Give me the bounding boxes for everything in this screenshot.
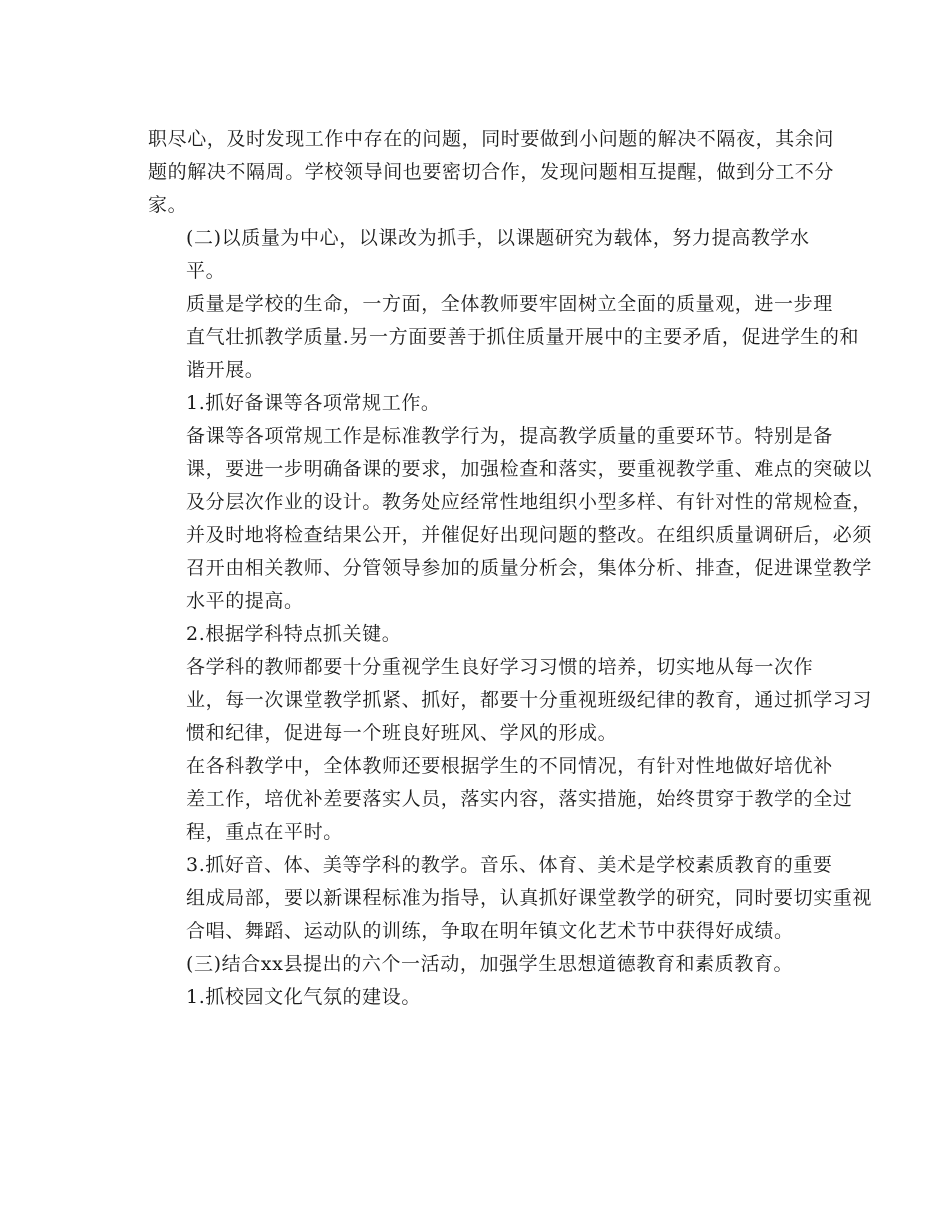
text-line: 业，每一次课堂教学抓紧、抓好，都要十分重视班级纪律的教育，通过抓学习习 bbox=[186, 689, 873, 711]
text-line: 各学科的教师都要十分重视学生良好学习习惯的培养，切实地从每一次作 bbox=[186, 656, 814, 678]
text-line: 直气壮抓教学质量.另一方面要善于抓住质量开展中的主要矛盾，促进学生的和 bbox=[186, 326, 860, 348]
text-line: 程，重点在平时。 bbox=[186, 821, 343, 843]
text-line: 平。 bbox=[186, 260, 226, 282]
item-heading-1 bbox=[148, 387, 800, 420]
paragraph-quality bbox=[148, 288, 860, 387]
text-line: 1.抓好备课等各项常规工作。 bbox=[186, 392, 441, 414]
text-line: 家。 bbox=[148, 194, 188, 216]
text-line: 课，要进一步明确备课的要求，加强检查和落实，要重视教学重、难点的突破以 bbox=[186, 458, 873, 480]
text-line: 及分层次作业的设计。教务处应经常性地组织小型多样、有针对性的常规检查， bbox=[186, 491, 873, 513]
text-line: 差工作，培优补差要落实人员，落实内容，落实措施，始终贯穿于教学的全过 bbox=[186, 788, 853, 810]
text-line: 惯和纪律，促进每一个班良好班风、学风的形成。 bbox=[186, 722, 618, 744]
text-line: 召开由相关教师、分管领导参加的质量分析会，集体分析、排查，促进课堂教学 bbox=[186, 557, 873, 579]
text-line: 题的解决不隔周。学校领导间也要密切合作，发现问题相互提醒，做到分工不分 bbox=[148, 161, 835, 183]
text-line: 职尽心，及时发现工作中存在的问题，同时要做到小问题的解决不隔夜，其余问 bbox=[148, 128, 835, 150]
item-heading-campus-culture bbox=[148, 981, 800, 1014]
document-body bbox=[148, 123, 873, 1014]
text-line: 并及时地将检查结果公开，并催促好出现问题的整改。在组织质量调研后，必须 bbox=[186, 524, 873, 546]
paragraph-continued bbox=[148, 123, 835, 222]
text-line: 水平的提高。 bbox=[186, 590, 304, 612]
text-line: 1.抓校园文化气氛的建设。 bbox=[186, 986, 421, 1008]
text-line: 质量是学校的生命，一方面，全体教师要牢固树立全面的质量观，进一步理 bbox=[186, 293, 833, 315]
text-line: (二)以质量为中心，以课改为抓手，以课题研究为载体，努力提高教学水 bbox=[186, 227, 810, 249]
text-line: 组成局部，要以新课程标准为指导，认真抓好课堂教学的研究，同时要切实重视 bbox=[186, 887, 873, 909]
text-line: 备课等各项常规工作是标准教学行为，提高教学质量的重要环节。特别是备 bbox=[186, 425, 833, 447]
text-line: 合唱、舞蹈、运动队的训练，争取在明年镇文化艺术节中获得好成绩。 bbox=[186, 920, 794, 942]
text-line: 谐开展。 bbox=[186, 359, 265, 381]
paragraph-lesson-prep bbox=[148, 420, 873, 618]
item-heading-2 bbox=[148, 618, 800, 651]
item-heading-3 bbox=[148, 849, 873, 948]
text-line: 在各科教学中，全体教师还要根据学生的不同情况，有针对性地做好培优补 bbox=[186, 755, 833, 777]
text-line: 3.抓好音、体、美等学科的教学。音乐、体育、美术是学校素质教育的重要 bbox=[186, 854, 833, 876]
paragraph-study-habits bbox=[148, 651, 873, 750]
section-heading-2 bbox=[148, 222, 810, 288]
text-line: 2.根据学科特点抓关键。 bbox=[186, 623, 402, 645]
text-line: (三)结合xx县提出的六个一活动，加强学生思想道德教育和素质教育。 bbox=[186, 953, 794, 975]
section-heading-3 bbox=[148, 948, 800, 981]
paragraph-tutoring bbox=[148, 750, 853, 849]
